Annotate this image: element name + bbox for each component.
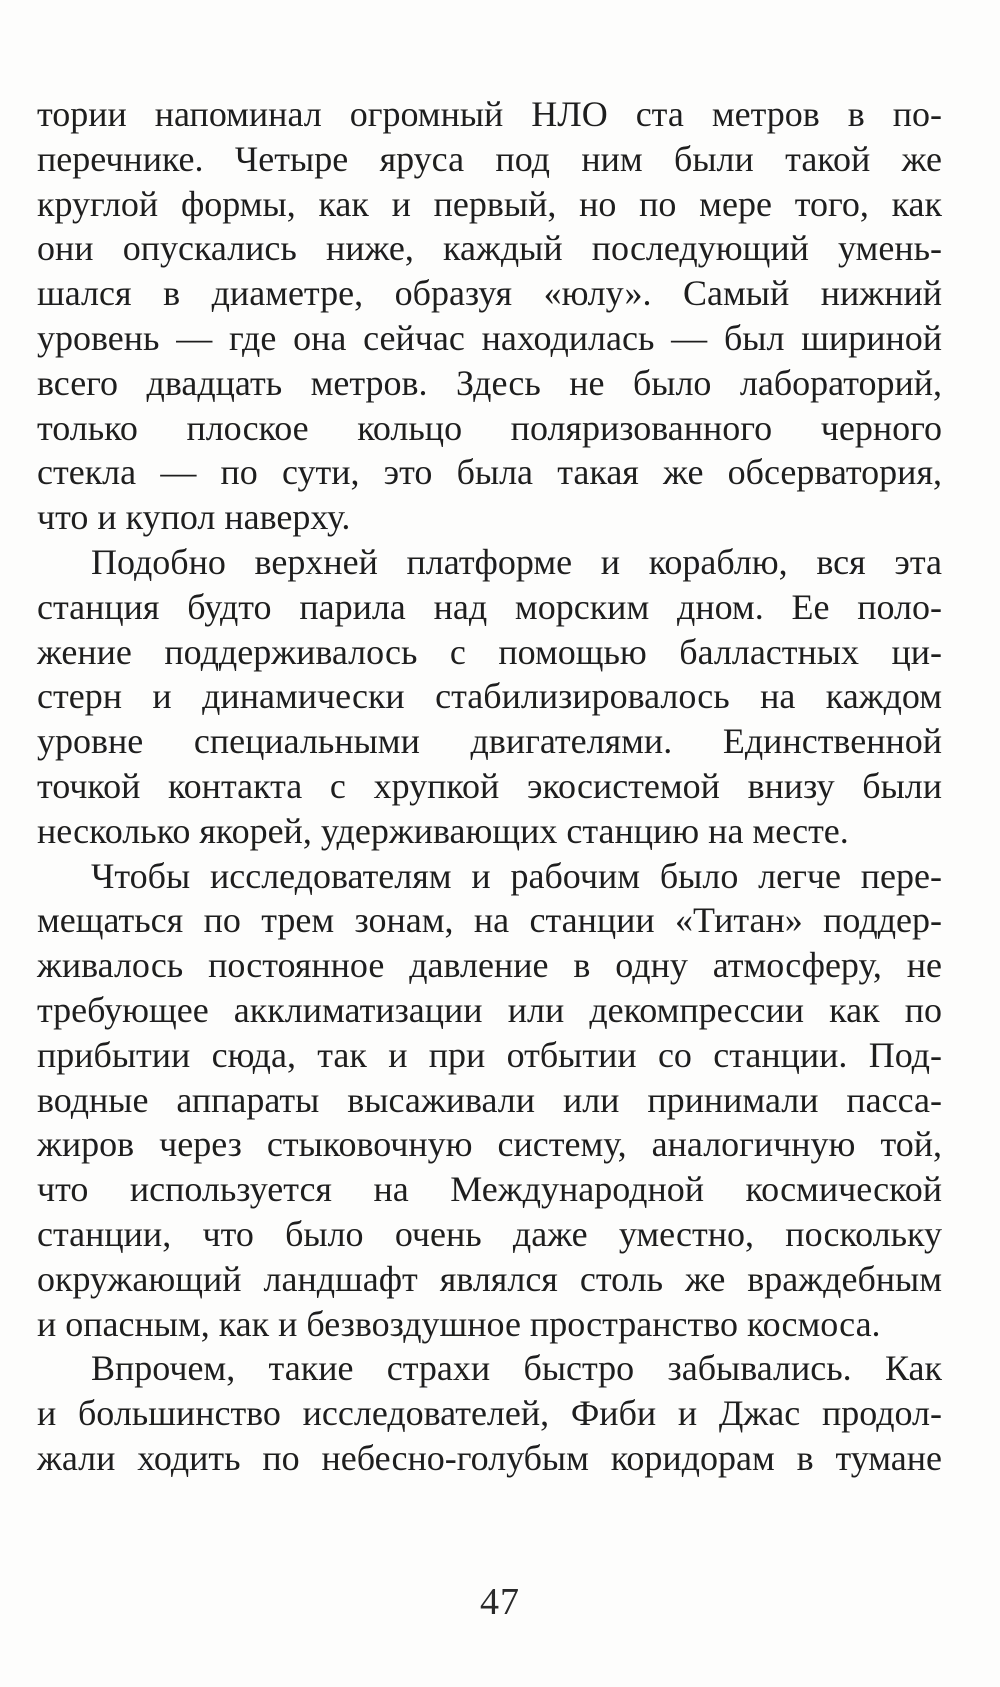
text-line: что и купол наверху. <box>37 497 351 538</box>
paragraph-start-line: Чтобы исследователям и рабочим было легче пере- <box>91 855 942 896</box>
paragraph-start-line: Подобно верхней платформе и кораблю, вся эта <box>91 541 942 582</box>
text-line: станция будто парила над морским дном. Ее поло- <box>37 586 942 627</box>
text-line: водные аппараты высаживали или принимали пасса- <box>37 1079 942 1120</box>
text-line: живалось постоянное давление в одну атмосферу, не <box>37 945 942 986</box>
text-line: жиров через стыковочную систему, аналогичную той, <box>37 1124 942 1165</box>
text-line: они опускались ниже, каждый последующий умень- <box>37 228 942 269</box>
text-line: станции, что было очень даже уместно, поскольку <box>37 1213 942 1254</box>
text-line: требующее акклиматизации или декомпрессии как по <box>37 989 942 1030</box>
text-line: жение поддерживалось с помощью балластных ци- <box>37 631 942 672</box>
paragraph-start-line: Впрочем, такие страхи быстро забывались. Как <box>91 1348 942 1389</box>
text-line: уровне специальными двигателями. Единственной <box>37 721 942 762</box>
text-line: точкой контакта с хрупкой экосистемой внизу были <box>37 765 942 806</box>
text-line: и большинство исследователей, Фиби и Джас продол- <box>37 1393 942 1434</box>
text-line: и опасным, как и безвоздушное пространство космоса. <box>37 1303 881 1344</box>
text-line: жали ходить по небесно-голубым коридорам в тумане <box>37 1437 942 1478</box>
text-line: уровень — где она сейчас находилась — был шириной <box>37 317 942 358</box>
text-line: мещаться по трем зонам, на станции «Титан» поддер- <box>37 900 942 941</box>
page-number: 47 <box>480 1581 520 1623</box>
text-line: прибытии сюда, так и при отбытии со станции. Под- <box>37 1034 942 1075</box>
text-line: стерн и динамически стабилизировалось на каждом <box>37 676 942 717</box>
text-line: тории напоминал огромный НЛО ста метров в по- <box>37 94 942 134</box>
text-line: всего двадцать метров. Здесь не было лабораторий, <box>37 362 942 403</box>
text-line: что используется на Международной космической <box>37 1169 942 1210</box>
text-line: только плоское кольцо поляризованного черного <box>37 407 942 448</box>
text-line: перечнике. Четыре яруса под ним были такой же <box>37 138 942 179</box>
text-line: окружающий ландшафт являлся столь же враждебным <box>37 1258 942 1299</box>
text-line: стекла — по сути, это была такая же обсерватория, <box>37 452 942 493</box>
text-line: круглой формы, как и первый, но по мере того, как <box>37 183 942 224</box>
text-line: несколько якорей, удерживающих станцию на месте. <box>37 810 849 851</box>
body-text <box>37 92 942 1481</box>
text-line: шался в диаметре, образуя «юлу». Самый нижний <box>37 273 942 314</box>
